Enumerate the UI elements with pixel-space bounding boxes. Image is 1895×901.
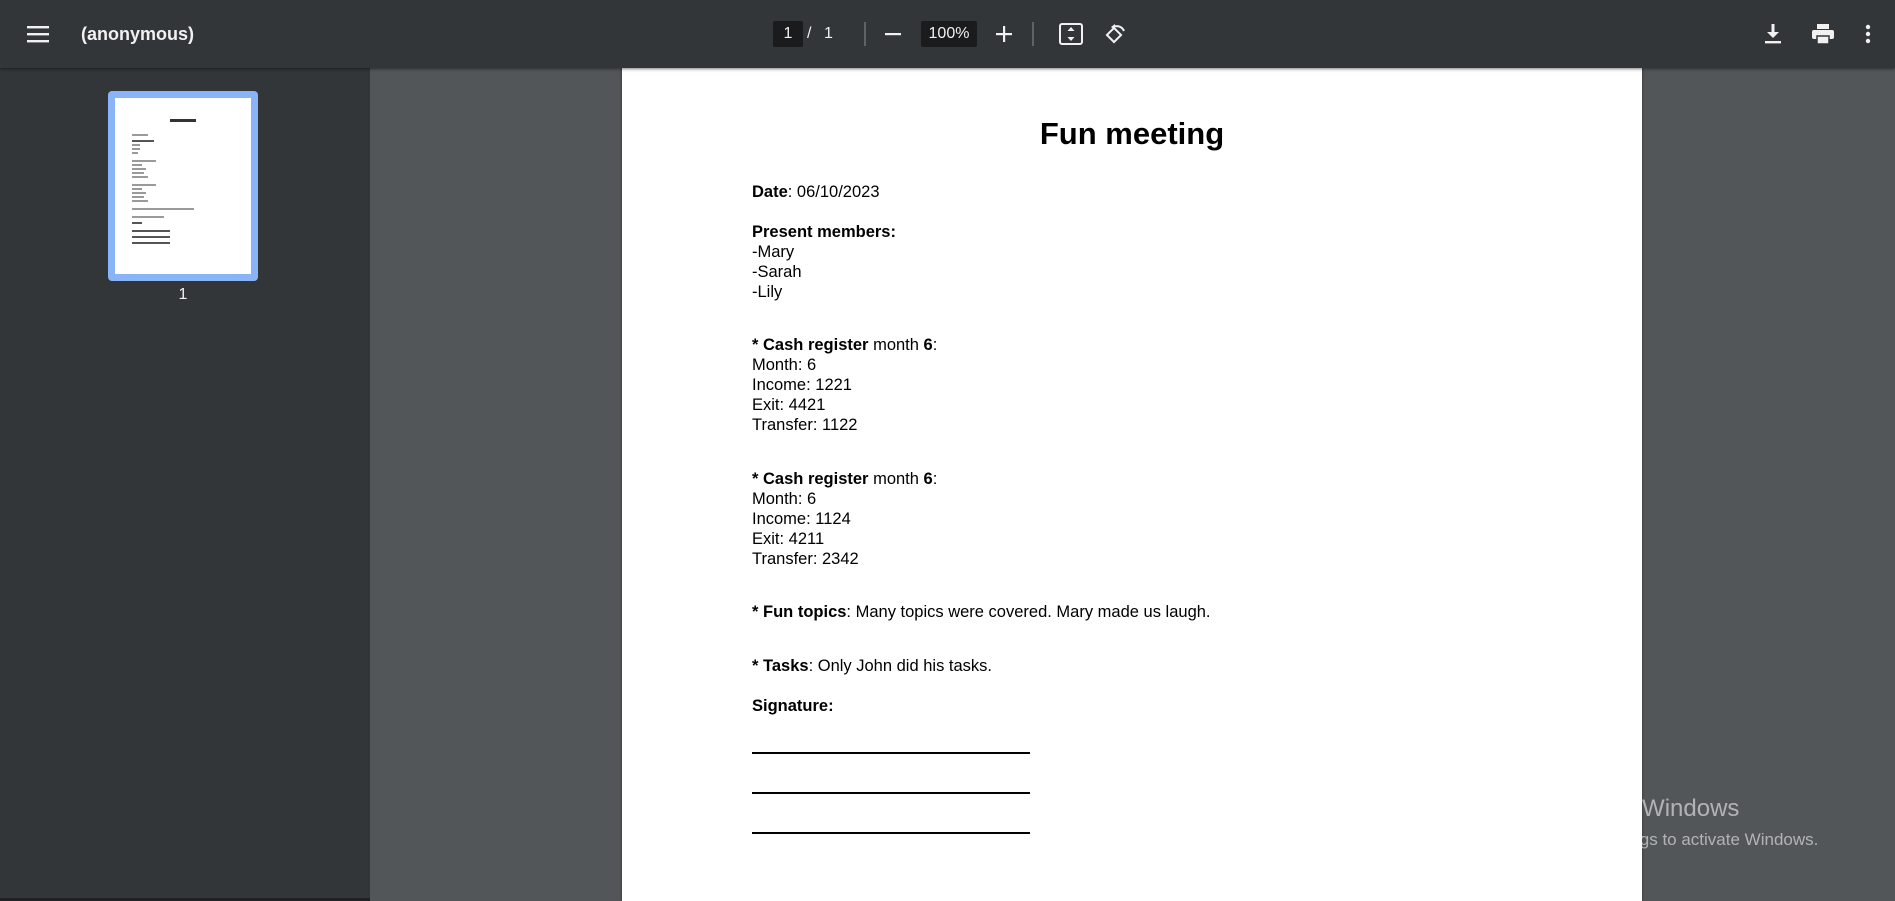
member-item: -Sarah bbox=[752, 263, 802, 281]
signature-line bbox=[752, 792, 1030, 794]
toolbar bbox=[0, 0, 1895, 68]
date-line bbox=[752, 182, 880, 202]
cash-register-line: Income: 1124 bbox=[752, 510, 851, 528]
fun-topics-label: * Fun topics bbox=[752, 603, 847, 621]
toolbar-divider bbox=[1032, 22, 1034, 46]
tasks-label: * Tasks bbox=[752, 657, 809, 675]
signature-label: Signature: bbox=[752, 697, 834, 715]
page-total: 1 bbox=[824, 25, 833, 42]
document-title: (anonymous) bbox=[81, 24, 195, 44]
page-thumbnail[interactable] bbox=[108, 91, 258, 281]
cash-register-label: Cash register bbox=[763, 470, 869, 488]
fit-page-icon[interactable] bbox=[1051, 14, 1091, 54]
activate-windows-title: Activate Windows bbox=[1550, 795, 1740, 822]
rotate-icon[interactable] bbox=[1096, 14, 1136, 54]
cash-register-line: Exit: 4211 bbox=[752, 530, 825, 548]
cash-register-line: Exit: 4421 bbox=[752, 396, 826, 414]
thumbnail-page-number: 1 bbox=[178, 286, 188, 303]
fun-topics-line: * Fun topics: Many topics were covered. Mary made us laugh. bbox=[752, 603, 1211, 621]
more-vert-icon[interactable] bbox=[1853, 14, 1883, 54]
download-icon[interactable] bbox=[1753, 14, 1793, 54]
document-heading: Fun meeting bbox=[1039, 116, 1225, 151]
menu-icon[interactable] bbox=[18, 14, 58, 54]
date-value: : 06/10/2023 bbox=[787, 183, 880, 201]
member-item: -Mary bbox=[752, 243, 795, 261]
cash-register-line: Month: 6 bbox=[752, 490, 817, 508]
date-label: Date bbox=[752, 183, 788, 201]
cash-register-heading: * Cash register month 6: bbox=[752, 336, 938, 354]
cash-register-line: Transfer: 1122 bbox=[752, 416, 858, 434]
page-separator: / bbox=[807, 25, 812, 42]
activate-windows-subtitle: Go to Settings to activate Windows. bbox=[1550, 830, 1819, 849]
cash-register-line: Transfer: 2342 bbox=[752, 550, 859, 568]
present-members-heading: Present members: bbox=[752, 223, 896, 241]
toolbar-divider bbox=[864, 22, 866, 46]
print-icon[interactable] bbox=[1803, 14, 1843, 54]
thumbnail-sidebar bbox=[0, 68, 370, 901]
cash-register-label: Cash register bbox=[763, 336, 869, 354]
signature-line bbox=[752, 832, 1030, 834]
cash-register-line: Month: 6 bbox=[752, 356, 817, 374]
member-item: -Lily bbox=[752, 283, 783, 301]
pdf-page bbox=[622, 68, 1642, 901]
zoom-input[interactable] bbox=[921, 21, 977, 47]
cash-register-line: Income: 1221 bbox=[752, 376, 852, 394]
zoom-in-icon[interactable] bbox=[984, 14, 1024, 54]
signature-line bbox=[752, 752, 1030, 754]
tasks-line: * Tasks: Only John did his tasks. bbox=[752, 657, 992, 675]
cash-register-heading: * Cash register month 6: bbox=[752, 470, 938, 488]
page-number-input[interactable] bbox=[773, 21, 803, 47]
zoom-out-icon[interactable] bbox=[873, 14, 913, 54]
thumbnail-page-preview bbox=[115, 98, 251, 274]
